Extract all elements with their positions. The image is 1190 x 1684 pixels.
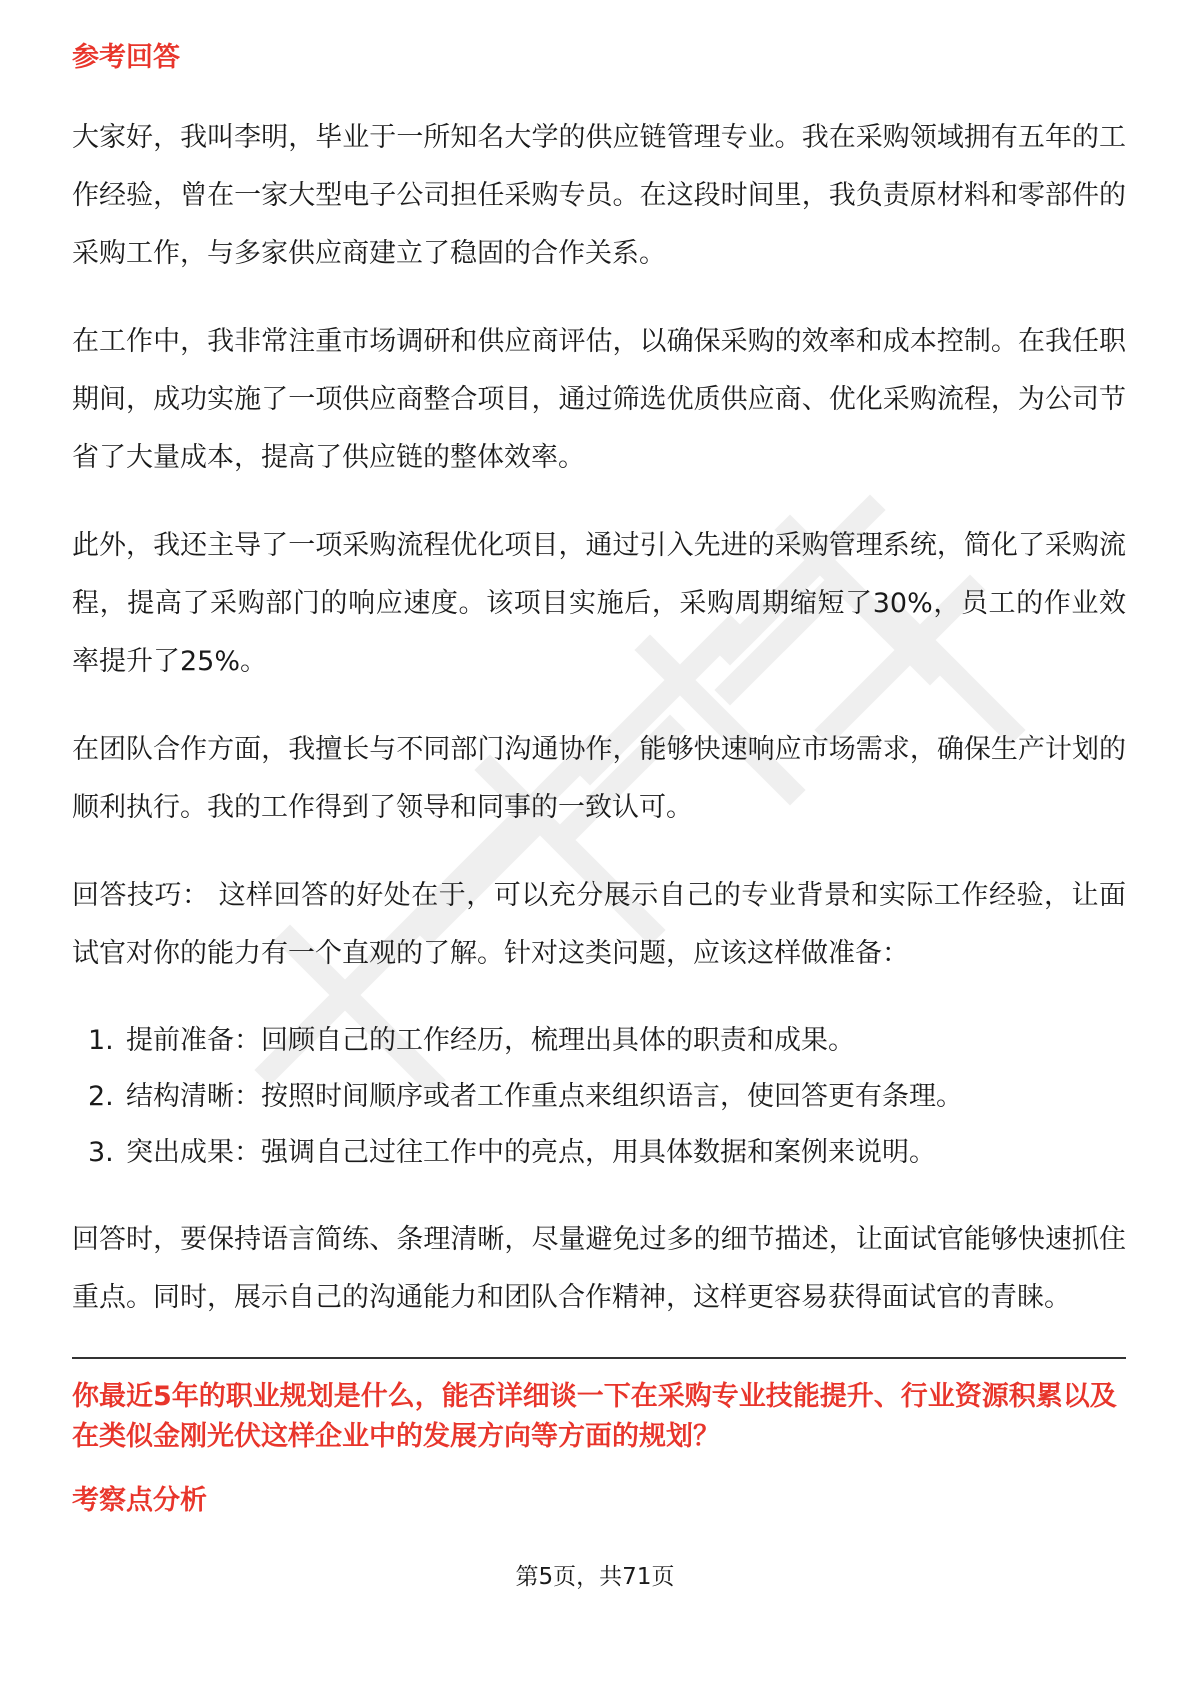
- list-item: [72, 1013, 1126, 1069]
- list-item-number: 1.: [88, 1025, 114, 1057]
- answer-paragraph-1: 大家好，我叫李明，毕业于一所知名大学的供应链管理专业。我在采购领域拥有五年的工作经验，曾在一家大型电子公司担任采购专员。在这段时间里，我负责原材料和零部件的采购工作，与多家供应商建立了稳固的合作关系。: [72, 122, 1126, 270]
- answer-paragraph-4: 在团队合作方面，我擅长与不同部门沟通协作，能够快速响应市场需求，确保生产计划的顺利执行。我的工作得到了领导和同事的一致认可。: [72, 734, 1126, 824]
- list-item-number: 3.: [88, 1137, 114, 1169]
- list-item-text: 结构清晰：按照时间顺序或者工作重点来组织语言，使回答更有条理。: [126, 1081, 963, 1113]
- document-page: [72, 40, 1126, 1521]
- answer-paragraph-2: 在工作中，我非常注重市场调研和供应商评估，以确保采购的效率和成本控制。在我任职期间，成功实施了一项供应商整合项目，通过筛选优质供应商、优化采购流程，为公司节省了大量成本，提高了供应链的整体效率。: [72, 326, 1126, 474]
- list-item-number: 2.: [88, 1081, 114, 1113]
- next-question: 你最近5年的职业规划是什么，能否详细谈一下在采购专业技能提升、行业资源积累以及在类似金刚光伏这样企业中的发展方向等方面的规划？: [72, 1381, 1117, 1453]
- list-item: [72, 1125, 1126, 1181]
- tips-list: [72, 1013, 1126, 1181]
- list-item-text: 突出成果：强调自己过往工作中的亮点，用具体数据和案例来说明。: [126, 1137, 936, 1169]
- page-footer: 第5页，共71页: [515, 1564, 675, 1590]
- answer-paragraph-3: 此外，我还主导了一项采购流程优化项目，通过引入先进的采购管理系统，简化了采购流程，提高了采购部门的响应速度。该项目实施后，采购周期缩短了30%，员工的作业效率提升了25%。: [72, 530, 1126, 678]
- answer-heading: 参考回答: [72, 42, 180, 73]
- tips-intro-paragraph: 回答技巧： 这样回答的好处在于，可以充分展示自己的专业背景和实际工作经验，让面试官对你的能力有一个直观的了解。针对这类问题，应该这样做准备：: [72, 880, 1126, 970]
- section-divider: [72, 1357, 1126, 1359]
- analysis-heading: 考察点分析: [72, 1485, 207, 1517]
- list-item-text: 提前准备：回顾自己的工作经历，梳理出具体的职责和成果。: [126, 1025, 855, 1057]
- closing-paragraph: 回答时，要保持语言简练、条理清晰，尽量避免过多的细节描述，让面试官能够快速抓住重点。同时，展示自己的沟通能力和团队合作精神，这样更容易获得面试官的青睐。: [72, 1224, 1126, 1314]
- list-item: [72, 1069, 1126, 1125]
